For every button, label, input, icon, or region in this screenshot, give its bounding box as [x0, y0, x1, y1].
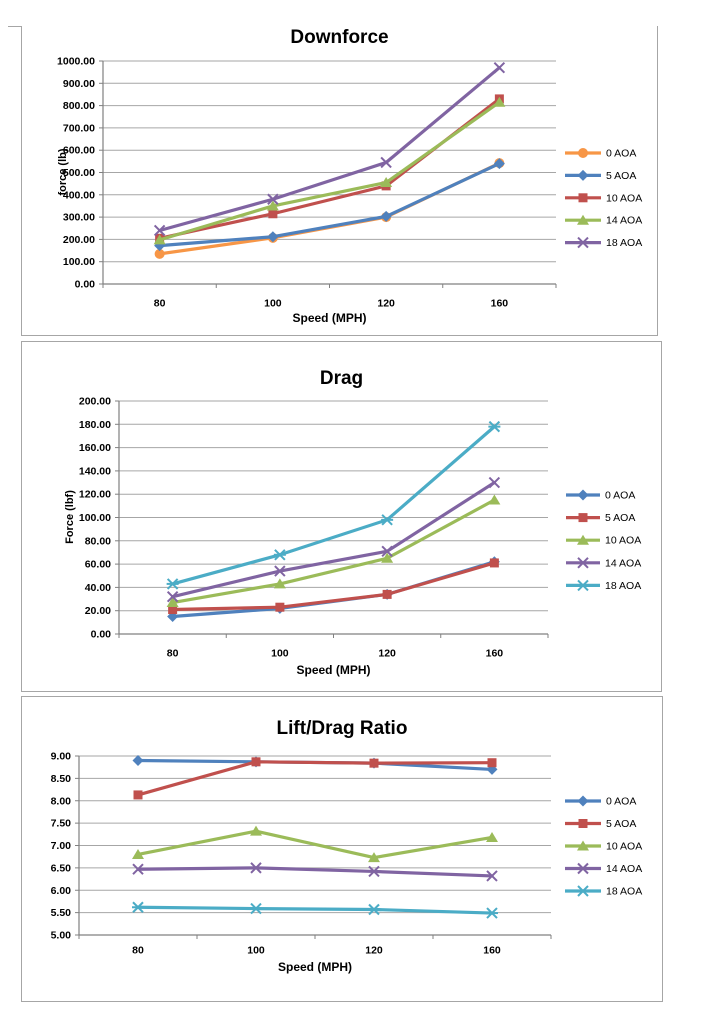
y-tick-label: 160.00: [78, 442, 111, 455]
y-tick-label: 140.00: [78, 465, 111, 478]
x-tick-label: 120: [377, 297, 395, 310]
y-tick-label: 6.00: [50, 884, 71, 897]
x-tick-label: 160: [490, 297, 509, 310]
y-tick-label: 600.00: [62, 144, 95, 157]
y-tick-label: 0.00: [74, 278, 95, 291]
y-tick-label: 300.00: [62, 211, 95, 224]
y-tick-label: 6.50: [50, 862, 71, 875]
y-axis-title: force (lb): [57, 148, 69, 196]
legend-label: 14 AOA: [605, 557, 642, 570]
y-tick-label: 100.00: [62, 256, 95, 269]
marker-square: [490, 558, 499, 567]
y-tick-label: 700.00: [62, 122, 95, 135]
x-axis-title: Speed (MPH): [292, 311, 367, 325]
y-tick-label: 20.00: [84, 605, 111, 618]
legend-label: 18 AOA: [605, 579, 642, 592]
marker-circle: [578, 148, 588, 158]
marker-diamond: [494, 158, 505, 169]
y-tick-label: 9.00: [50, 750, 71, 763]
y-tick-label: 5.50: [50, 907, 71, 920]
marker-diamond: [578, 796, 589, 807]
y-tick-label: 8.00: [50, 795, 71, 808]
y-tick-label: 200.00: [78, 395, 111, 408]
y-tick-label: 800.00: [62, 100, 95, 113]
x-tick-label: 160: [485, 647, 504, 660]
marker-square: [579, 513, 588, 522]
marker-diamond: [133, 755, 144, 766]
marker-square: [275, 603, 284, 612]
x-tick-label: 100: [264, 297, 282, 310]
marker-square: [383, 590, 392, 599]
y-axis-title: Force (lbf): [64, 490, 76, 544]
legend-label: 14 AOA: [606, 863, 643, 875]
y-tick-label: 500.00: [62, 167, 95, 179]
y-tick-label: 900.00: [62, 77, 95, 90]
x-tick-label: 160: [483, 944, 501, 957]
y-tick-label: 60.00: [84, 558, 111, 571]
series-line-18-aoa: [160, 68, 500, 231]
x-tick-label: 80: [153, 297, 166, 310]
legend-label: 10 AOA: [606, 192, 643, 205]
y-tick-label: 40.00: [84, 581, 111, 594]
series-line-14-aoa: [138, 868, 492, 876]
legend-label: 18 AOA: [606, 237, 643, 250]
x-tick-label: 120: [378, 647, 396, 660]
legend-label: 0 AOA: [606, 795, 637, 808]
y-tick-label: 180.00: [78, 418, 111, 431]
y-tick-label: 7.00: [50, 840, 71, 852]
downforce-chart[interactable]: [21, 26, 658, 336]
x-tick-label: 100: [247, 944, 265, 957]
legend-label: 5 AOA: [606, 169, 637, 182]
y-tick-label: 80.00: [84, 535, 111, 548]
plot-area: [22, 26, 657, 335]
y-tick-label: 200.00: [62, 233, 95, 246]
legend-label: 10 AOA: [606, 840, 643, 853]
series-line-14-aoa: [173, 483, 495, 597]
series-line-5-aoa: [160, 164, 500, 246]
marker-diamond: [578, 490, 589, 501]
legend-label: 14 AOA: [606, 214, 643, 227]
plot-area: [22, 342, 661, 691]
marker-square: [252, 757, 261, 766]
marker-triangle: [488, 495, 500, 505]
x-tick-label: 100: [271, 647, 289, 660]
legend-label: 10 AOA: [605, 534, 642, 547]
y-tick-label: 8.50: [50, 772, 71, 785]
plot-area: [22, 697, 662, 1001]
marker-square: [370, 759, 379, 768]
y-tick-label: 0.00: [90, 628, 111, 641]
y-tick-label: 120.00: [78, 488, 111, 501]
y-tick-label: 7.50: [50, 817, 71, 830]
y-tick-label: 1000.00: [57, 55, 95, 68]
y-tick-label: 100.00: [78, 512, 111, 524]
x-tick-label: 80: [132, 944, 144, 957]
marker-square: [488, 758, 497, 767]
legend-label: 5 AOA: [605, 512, 636, 525]
marker-square: [134, 790, 143, 799]
chart-title: Lift/Drag Ratio: [276, 718, 408, 739]
drag-chart[interactable]: [21, 341, 662, 692]
legend-label: 18 AOA: [606, 885, 643, 898]
chart-title: Downforce: [290, 27, 389, 48]
x-tick-label: 80: [166, 647, 179, 660]
lift-drag-ratio-chart[interactable]: [21, 696, 663, 1002]
x-tick-label: 120: [365, 944, 383, 957]
marker-square: [268, 209, 277, 218]
marker-diamond: [578, 170, 589, 181]
x-axis-title: Speed (MPH): [277, 960, 352, 974]
y-tick-label: 5.00: [50, 929, 71, 942]
marker-square: [579, 193, 588, 202]
y-tick-label: 400.00: [62, 189, 95, 202]
legend-label: 0 AOA: [605, 489, 636, 502]
legend-label: 0 AOA: [606, 147, 637, 160]
marker-square: [579, 819, 588, 828]
x-axis-title: Speed (MPH): [296, 663, 371, 677]
legend-label: 5 AOA: [606, 818, 637, 830]
series-line-10-aoa: [138, 831, 492, 857]
series-line-14-aoa: [160, 102, 500, 240]
chart-title: Drag: [319, 368, 364, 389]
